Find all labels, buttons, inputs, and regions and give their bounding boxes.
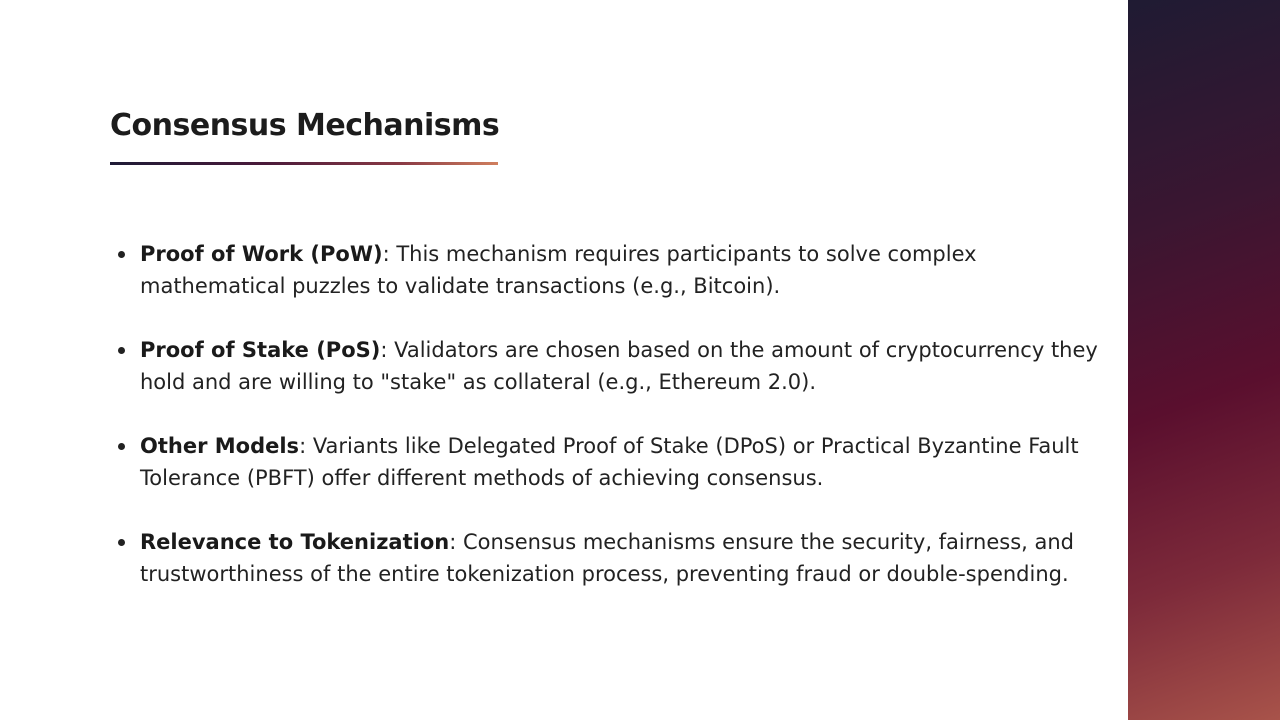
title-underline bbox=[110, 162, 498, 165]
bullet-text: : Variants like Delegated Proof of Stake (DPoS) or Practical Byzantine Fault Tolerance (PBFT) offer different methods of achieving consensus. bbox=[140, 434, 1079, 490]
bullet-dot-icon bbox=[118, 443, 125, 450]
bullet-text: : This mechanism requires participants to solve complex mathematical puzzles to validate transactions (e.g., Bitcoin). bbox=[140, 242, 977, 298]
bullet-text: : Consensus mechanisms ensure the security, fairness, and trustworthiness of the entire tokenization process, preventing fraud or double-spending. bbox=[140, 530, 1074, 586]
bullet-item-pos bbox=[110, 334, 1110, 398]
bullet-dot-icon bbox=[118, 539, 125, 546]
bullet-text: : Validators are chosen based on the amount of cryptocurrency they hold and are willing to "stake" as collateral (e.g., Ethereum 2.0). bbox=[140, 338, 1098, 394]
decorative-side-panel bbox=[1128, 0, 1280, 720]
bullet-dot-icon bbox=[118, 347, 125, 354]
bullet-term: Proof of Stake (PoS) bbox=[140, 338, 381, 362]
bullet-term: Relevance to Tokenization bbox=[140, 530, 450, 554]
slide-title: Consensus Mechanisms bbox=[110, 108, 500, 143]
bullet-dot-icon bbox=[118, 251, 125, 258]
bullet-item-relevance bbox=[110, 526, 1110, 590]
bullet-term: Proof of Work (PoW) bbox=[140, 242, 383, 266]
bullet-term: Other Models bbox=[140, 434, 300, 458]
bullet-item-pow bbox=[110, 238, 1110, 302]
bullet-list bbox=[110, 238, 1110, 622]
bullet-item-other-models bbox=[110, 430, 1110, 494]
